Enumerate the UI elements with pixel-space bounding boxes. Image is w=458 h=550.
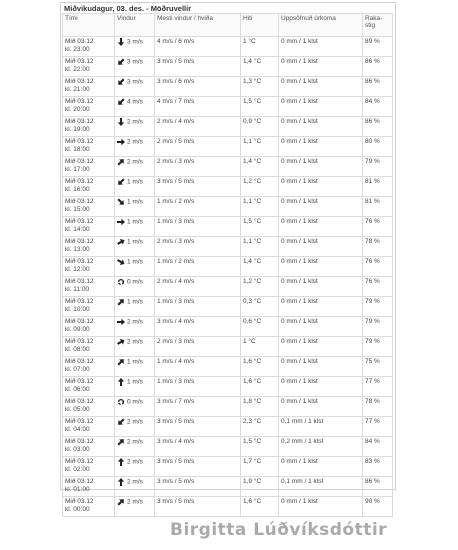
cell-humidity: 77 % — [363, 417, 393, 437]
cell-wind — [115, 257, 155, 277]
cell-time — [63, 317, 115, 337]
wind-direction-arrow-icon — [117, 478, 125, 486]
cell-day: Mið 03.12 — [65, 318, 94, 325]
cell-precip: 0 mm / 1 klst — [279, 297, 363, 317]
cell-gust: 1 m/s / 3 m/s — [155, 377, 241, 397]
wind-speed: 0 m/s — [127, 278, 143, 286]
cell-time — [63, 337, 115, 357]
table-row — [63, 157, 393, 177]
cell-wind — [115, 37, 155, 57]
cell-day: Mið 03.12 — [65, 238, 94, 245]
wind-speed: 2 m/s — [127, 118, 143, 126]
calm-wind-icon — [117, 398, 125, 406]
cell-hour: kl. 07:00 — [65, 366, 90, 373]
cell-gust: 1 m/s / 2 m/s — [155, 197, 241, 217]
cell-gust: 3 m/s / 7 m/s — [155, 397, 241, 417]
cell-time — [63, 397, 115, 417]
cell-humidity: 86 % — [363, 117, 393, 137]
wind-speed: 1 m/s — [127, 238, 143, 246]
cell-temp: 1,2 °C — [241, 177, 279, 197]
cell-gust: 1 m/s / 3 m/s — [155, 217, 241, 237]
cell-wind — [115, 117, 155, 137]
wind-direction-arrow-icon — [117, 358, 125, 366]
cell-wind — [115, 337, 155, 357]
wind-direction-arrow-icon — [117, 218, 125, 226]
cell-day: Mið 03.12 — [65, 158, 94, 165]
cell-precip: 0 mm / 1 klst — [279, 497, 363, 517]
cell-time — [63, 277, 115, 297]
cell-day: Mið 03.12 — [65, 138, 94, 145]
cell-temp: 0,6 °C — [241, 317, 279, 337]
cell-precip: 0 mm / 1 klst — [279, 137, 363, 157]
wind-direction-arrow-icon — [117, 458, 125, 466]
cell-temp: 2,3 °C — [241, 417, 279, 437]
cell-precip: 0,1 mm / 1 klst — [279, 477, 363, 497]
cell-hour: kl. 14:00 — [65, 226, 90, 233]
cell-precip: 0 mm / 1 klst — [279, 117, 363, 137]
cell-temp: 1,1 °C — [241, 137, 279, 157]
cell-gust: 1 m/s / 2 m/s — [155, 257, 241, 277]
wind-direction-arrow-icon — [117, 78, 125, 86]
wind-direction-arrow-icon — [117, 158, 125, 166]
cell-temp: 1,5 °C — [241, 217, 279, 237]
cell-humidity: 76 % — [363, 257, 393, 277]
table-row — [63, 357, 393, 377]
cell-precip: 0 mm / 1 klst — [279, 37, 363, 57]
cell-time — [63, 57, 115, 77]
wind-speed: 2 m/s — [127, 318, 143, 326]
wind-direction-arrow-icon — [117, 38, 125, 46]
cell-humidity: 79 % — [363, 157, 393, 177]
cell-gust: 3 m/s / 5 m/s — [155, 177, 241, 197]
cell-temp: 1,6 °C — [241, 377, 279, 397]
cell-wind — [115, 217, 155, 237]
cell-temp: 1,2 °C — [241, 277, 279, 297]
cell-humidity: 79 % — [363, 337, 393, 357]
cell-wind — [115, 477, 155, 497]
cell-day: Mið 03.12 — [65, 378, 94, 385]
wind-direction-arrow-icon — [117, 378, 125, 386]
cell-humidity: 76 % — [363, 217, 393, 237]
cell-wind — [115, 177, 155, 197]
cell-hour: kl. 09:00 — [65, 326, 90, 333]
cell-precip: 0 mm / 1 klst — [279, 457, 363, 477]
cell-day: Mið 03.12 — [65, 418, 94, 425]
cell-hour: kl. 10:00 — [65, 306, 90, 313]
cell-gust: 1 m/s / 4 m/s — [155, 357, 241, 377]
cell-gust: 3 m/s / 5 m/s — [155, 57, 241, 77]
watermark: Birgitta Lúðvíksdóttir — [170, 520, 388, 540]
wind-direction-arrow-icon — [117, 238, 125, 246]
cell-gust: 3 m/s / 5 m/s — [155, 457, 241, 477]
cell-precip: 0 mm / 1 klst — [279, 337, 363, 357]
wind-direction-arrow-icon — [117, 318, 125, 326]
table-row — [63, 497, 393, 517]
cell-temp: 1,9 °C — [241, 477, 279, 497]
cell-humidity: 86 % — [363, 477, 393, 497]
cell-gust: 4 m/s / 7 m/s — [155, 97, 241, 117]
cell-precip: 0 mm / 1 klst — [279, 257, 363, 277]
cell-day: Mið 03.12 — [65, 178, 94, 185]
cell-wind — [115, 357, 155, 377]
cell-precip: 0 mm / 1 klst — [279, 217, 363, 237]
cell-wind — [115, 497, 155, 517]
cell-day: Mið 03.12 — [65, 38, 94, 45]
cell-temp: 1 °C — [241, 37, 279, 57]
cell-time — [63, 437, 115, 457]
cell-humidity: 79 % — [363, 297, 393, 317]
cell-hour: kl. 21:00 — [65, 86, 90, 93]
table-row — [63, 397, 393, 417]
table-row — [63, 137, 393, 157]
table-row — [63, 457, 393, 477]
cell-hour: kl. 20:00 — [65, 106, 90, 113]
cell-time — [63, 237, 115, 257]
cell-time — [63, 97, 115, 117]
cell-hour: kl. 19:00 — [65, 126, 90, 133]
table-row — [63, 477, 393, 497]
cell-wind — [115, 277, 155, 297]
table-row — [63, 297, 393, 317]
cell-day: Mið 03.12 — [65, 198, 94, 205]
table-row — [63, 217, 393, 237]
cell-humidity: 86 % — [363, 77, 393, 97]
cell-day: Mið 03.12 — [65, 118, 94, 125]
cell-gust: 2 m/s / 3 m/s — [155, 337, 241, 357]
cell-time — [63, 377, 115, 397]
cell-hour: kl. 04:00 — [65, 426, 90, 433]
cell-hour: kl. 00:00 — [65, 506, 90, 513]
cell-wind — [115, 317, 155, 337]
cell-humidity: 84 % — [363, 437, 393, 457]
wind-speed: 2 m/s — [127, 438, 143, 446]
cell-time — [63, 77, 115, 97]
cell-gust: 3 m/s / 5 m/s — [155, 477, 241, 497]
cell-hour: kl. 23:00 — [65, 46, 90, 53]
table-row — [63, 317, 393, 337]
cell-precip: 0 mm / 1 klst — [279, 97, 363, 117]
wind-speed: 2 m/s — [127, 498, 143, 506]
wind-direction-arrow-icon — [117, 418, 125, 426]
cell-temp: 1,1 °C — [241, 197, 279, 217]
cell-time — [63, 157, 115, 177]
cell-day: Mið 03.12 — [65, 398, 94, 405]
cell-day: Mið 03.12 — [65, 58, 94, 65]
cell-hour: kl. 15:00 — [65, 206, 90, 213]
cell-gust: 3 m/s / 5 m/s — [155, 497, 241, 517]
cell-temp: 1,4 °C — [241, 157, 279, 177]
wind-speed: 1 m/s — [127, 178, 143, 186]
cell-day: Mið 03.12 — [65, 278, 94, 285]
cell-hour: kl. 12:00 — [65, 266, 90, 273]
cell-temp: 0,3 °C — [241, 297, 279, 317]
cell-gust: 3 m/s / 5 m/s — [155, 417, 241, 437]
wind-speed: 1 m/s — [127, 378, 143, 386]
cell-humidity: 75 % — [363, 357, 393, 377]
cell-gust: 2 m/s / 4 m/s — [155, 117, 241, 137]
wind-direction-arrow-icon — [117, 298, 125, 306]
cell-precip: 0,1 mm / 1 klst — [279, 417, 363, 437]
cell-temp: 1,5 °C — [241, 437, 279, 457]
cell-precip: 0 mm / 1 klst — [279, 277, 363, 297]
cell-day: Mið 03.12 — [65, 458, 94, 465]
cell-temp: 1,3 °C — [241, 77, 279, 97]
cell-time — [63, 497, 115, 517]
cell-time — [63, 477, 115, 497]
cell-hour: kl. 01:00 — [65, 486, 90, 493]
cell-temp: 0,9 °C — [241, 117, 279, 137]
header-precip: Uppsöfnuð úrkoma — [279, 14, 363, 37]
cell-temp: 1,8 °C — [241, 397, 279, 417]
table-row — [63, 77, 393, 97]
wind-speed: 2 m/s — [127, 418, 143, 426]
wind-speed: 3 m/s — [127, 38, 143, 46]
cell-gust: 3 m/s / 4 m/s — [155, 437, 241, 457]
weather-table — [62, 13, 393, 517]
cell-gust: 2 m/s / 5 m/s — [155, 137, 241, 157]
cell-gust: 4 m/s / 6 m/s — [155, 37, 241, 57]
wind-direction-arrow-icon — [117, 118, 125, 126]
cell-humidity: 86 % — [363, 57, 393, 77]
cell-gust: 1 m/s / 3 m/s — [155, 297, 241, 317]
cell-humidity: 77 % — [363, 377, 393, 397]
cell-wind — [115, 397, 155, 417]
table-row — [63, 437, 393, 457]
cell-hour: kl. 08:00 — [65, 346, 90, 353]
cell-time — [63, 297, 115, 317]
wind-speed: 2 m/s — [127, 478, 143, 486]
wind-direction-arrow-icon — [117, 138, 125, 146]
cell-wind — [115, 297, 155, 317]
cell-humidity: 90 % — [363, 497, 393, 517]
cell-day: Mið 03.12 — [65, 498, 94, 505]
cell-time — [63, 137, 115, 157]
cell-gust: 2 m/s / 4 m/s — [155, 277, 241, 297]
wind-speed: 1 m/s — [127, 258, 143, 266]
cell-day: Mið 03.12 — [65, 358, 94, 365]
cell-precip: 0,2 mm / 1 klst — [279, 437, 363, 457]
wind-speed: 2 m/s — [127, 338, 143, 346]
header-gust: Mesti vindur / hviða — [155, 14, 241, 37]
cell-gust: 2 m/s / 3 m/s — [155, 157, 241, 177]
cell-hour: kl. 22:00 — [65, 66, 90, 73]
cell-precip: 0 mm / 1 klst — [279, 177, 363, 197]
cell-humidity: 76 % — [363, 277, 393, 297]
wind-speed: 2 m/s — [127, 138, 143, 146]
header-humidity: Raka-stig — [363, 14, 393, 37]
cell-precip: 0 mm / 1 klst — [279, 197, 363, 217]
cell-precip: 0 mm / 1 klst — [279, 237, 363, 257]
cell-precip: 0 mm / 1 klst — [279, 57, 363, 77]
wind-direction-arrow-icon — [117, 498, 125, 506]
wind-direction-arrow-icon — [117, 58, 125, 66]
cell-wind — [115, 77, 155, 97]
wind-direction-arrow-icon — [117, 338, 125, 346]
table-row — [63, 57, 393, 77]
cell-wind — [115, 377, 155, 397]
cell-hour: kl. 16:00 — [65, 186, 90, 193]
cell-hour: kl. 02:00 — [65, 466, 90, 473]
cell-gust: 2 m/s / 3 m/s — [155, 237, 241, 257]
wind-speed: 1 m/s — [127, 198, 143, 206]
cell-day: Mið 03.12 — [65, 338, 94, 345]
wind-direction-arrow-icon — [117, 438, 125, 446]
cell-day: Mið 03.12 — [65, 218, 94, 225]
table-row — [63, 337, 393, 357]
cell-precip: 0 mm / 1 klst — [279, 317, 363, 337]
cell-wind — [115, 97, 155, 117]
cell-hour: kl. 13:00 — [65, 246, 90, 253]
wind-speed: 3 m/s — [127, 78, 143, 86]
cell-temp: 1,6 °C — [241, 497, 279, 517]
table-row — [63, 177, 393, 197]
cell-time — [63, 117, 115, 137]
cell-precip: 0 mm / 1 klst — [279, 397, 363, 417]
cell-gust: 3 m/s / 4 m/s — [155, 317, 241, 337]
cell-wind — [115, 137, 155, 157]
cell-temp: 1,6 °C — [241, 357, 279, 377]
cell-humidity: 81 % — [363, 177, 393, 197]
header-wind: Vindur — [115, 14, 155, 37]
cell-hour: kl. 06:00 — [65, 386, 90, 393]
cell-temp: 1,1 °C — [241, 237, 279, 257]
cell-wind — [115, 197, 155, 217]
cell-wind — [115, 437, 155, 457]
cell-wind — [115, 417, 155, 437]
table-row — [63, 277, 393, 297]
cell-time — [63, 257, 115, 277]
wind-speed: 3 m/s — [127, 58, 143, 66]
cell-precip: 0 mm / 1 klst — [279, 357, 363, 377]
calm-wind-icon — [117, 278, 125, 286]
table-row — [63, 197, 393, 217]
cell-humidity: 79 % — [363, 317, 393, 337]
cell-hour: kl. 03:00 — [65, 446, 90, 453]
table-row — [63, 257, 393, 277]
cell-humidity: 89 % — [363, 37, 393, 57]
wind-speed: 0 m/s — [127, 398, 143, 406]
cell-wind — [115, 157, 155, 177]
header-time: Tími — [63, 14, 115, 37]
table-row — [63, 37, 393, 57]
cell-temp: 1,7 °C — [241, 457, 279, 477]
cell-day: Mið 03.12 — [65, 98, 94, 105]
wind-direction-arrow-icon — [117, 98, 125, 106]
cell-hour: kl. 11:00 — [65, 286, 90, 293]
wind-speed: 1 m/s — [127, 218, 143, 226]
cell-humidity: 78 % — [363, 397, 393, 417]
table-row — [63, 377, 393, 397]
table-header-row — [63, 14, 393, 37]
cell-wind — [115, 57, 155, 77]
cell-precip: 0 mm / 1 klst — [279, 157, 363, 177]
cell-humidity: 80 % — [363, 137, 393, 157]
header-temp: Hiti — [241, 14, 279, 37]
cell-humidity: 78 % — [363, 237, 393, 257]
table-row — [63, 117, 393, 137]
cell-hour: kl. 17:00 — [65, 166, 90, 173]
cell-hour: kl. 05:00 — [65, 406, 90, 413]
table-row — [63, 237, 393, 257]
cell-time — [63, 177, 115, 197]
cell-temp: 1,4 °C — [241, 57, 279, 77]
cell-precip: 0 mm / 1 klst — [279, 77, 363, 97]
cell-day: Mið 03.12 — [65, 478, 94, 485]
cell-time — [63, 217, 115, 237]
cell-temp: 1 °C — [241, 337, 279, 357]
wind-speed: 2 m/s — [127, 158, 143, 166]
table-row — [63, 97, 393, 117]
wind-speed: 1 m/s — [127, 358, 143, 366]
wind-speed: 2 m/s — [127, 458, 143, 466]
cell-precip: 0 mm / 1 klst — [279, 377, 363, 397]
cell-day: Mið 03.12 — [65, 298, 94, 305]
wind-direction-arrow-icon — [117, 258, 125, 266]
cell-gust: 3 m/s / 6 m/s — [155, 77, 241, 97]
cell-day: Mið 03.12 — [65, 258, 94, 265]
wind-direction-arrow-icon — [117, 178, 125, 186]
cell-hour: kl. 18:00 — [65, 146, 90, 153]
panel-title: Miðvikudagur, 03. des. - Möðruvellir — [64, 4, 192, 13]
cell-humidity: 84 % — [363, 97, 393, 117]
cell-wind — [115, 237, 155, 257]
cell-wind — [115, 457, 155, 477]
cell-time — [63, 457, 115, 477]
cell-temp: 1,5 °C — [241, 97, 279, 117]
cell-time — [63, 37, 115, 57]
cell-humidity: 83 % — [363, 457, 393, 477]
wind-speed: 1 m/s — [127, 298, 143, 306]
cell-humidity: 81 % — [363, 197, 393, 217]
cell-day: Mið 03.12 — [65, 438, 94, 445]
cell-time — [63, 197, 115, 217]
cell-time — [63, 417, 115, 437]
table-row — [63, 417, 393, 437]
cell-temp: 1,4 °C — [241, 257, 279, 277]
cell-time — [63, 357, 115, 377]
wind-direction-arrow-icon — [117, 198, 125, 206]
wind-speed: 4 m/s — [127, 98, 143, 106]
cell-day: Mið 03.12 — [65, 78, 94, 85]
